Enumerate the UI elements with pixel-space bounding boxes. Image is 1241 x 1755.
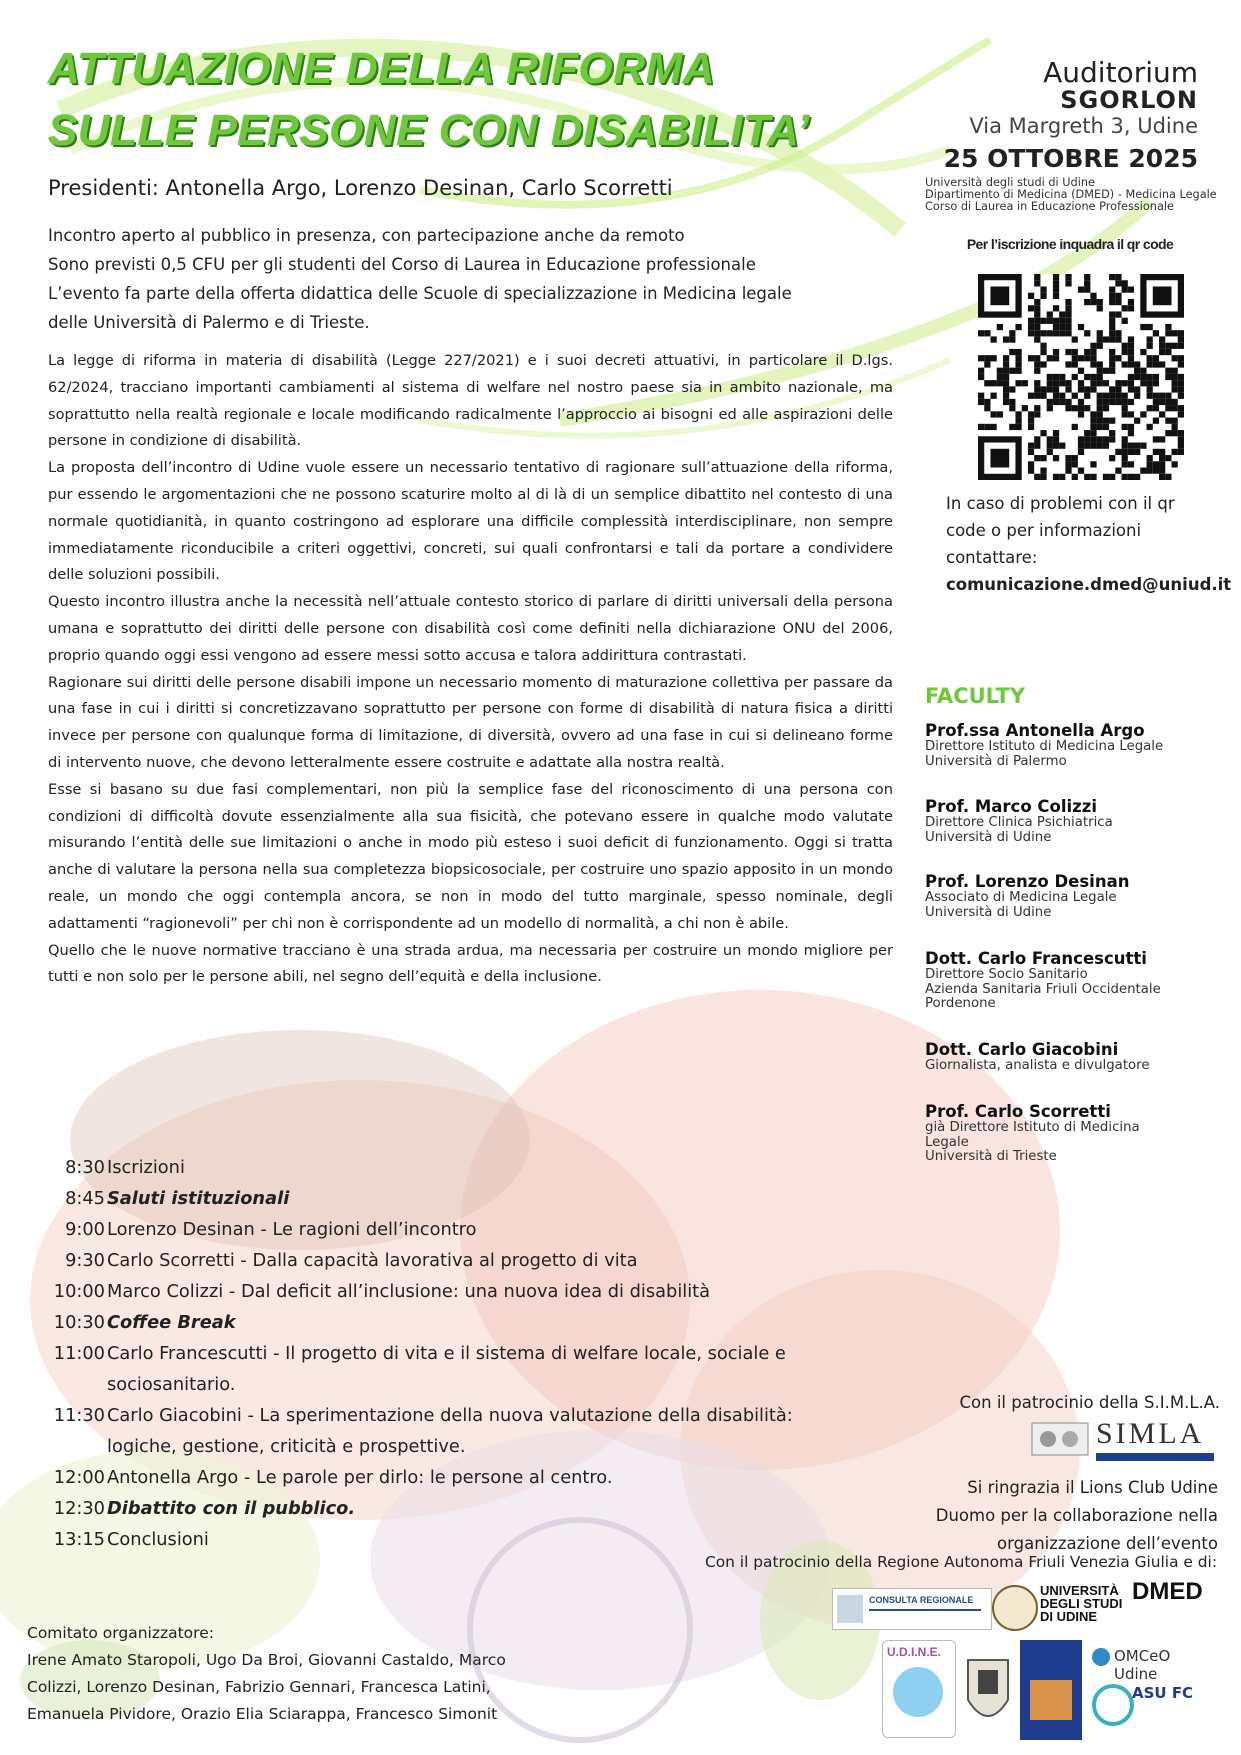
- qr-info-line: In caso di problemi con il qr: [946, 494, 1175, 513]
- uniud-logo-text: [1040, 1584, 1130, 1623]
- venue-line-2: SGORLON: [1060, 86, 1198, 114]
- faculty-role: Associato di Medicina Legale: [925, 890, 1117, 905]
- lions-club-logo: [1020, 1640, 1082, 1740]
- faculty-role: Legale: [925, 1134, 969, 1150]
- program-item: Conclusioni: [107, 1529, 209, 1550]
- faculty-name: Prof. Marco Colizzi: [925, 797, 1098, 816]
- body-paragraph: Esse si basano su due fasi complementari, non più la semplice fase del riconoscimento di una persona con condizioni di difficoltà dovute essenzialmente alla sua fisicità, che potevano essere in qualche modo valutate misurando l’entità delle sue limitazioni o anche in modo più esteso i suoi deficit di funzionamento. Oggi si tratta anche di valutare la persona nella sua completezza biopsicosociale, per costruire uno spazio apposito in un mondo reale, un mondo che oggi contempla ancora, se non in modo del tutto marginale, spesso nominale, degli adattamenti “ragionevoli” per chi non è corrispondente ad un modello di normalità, a chi non è abile.: [48, 780, 893, 932]
- program-row: [50, 1183, 870, 1214]
- qr-contact-info: [946, 490, 1232, 598]
- consulta-emblem-icon: [837, 1595, 863, 1623]
- committee-line: Irene Amato Staropoli, Ugo Da Broi, Giovanni Castaldo, Marco: [27, 1651, 506, 1669]
- committee-title: Comitato organizzatore:: [27, 1624, 214, 1642]
- program-row: [50, 1214, 870, 1245]
- program-row: [50, 1276, 870, 1307]
- faculty-role: Giornalista, analista e divulgatore: [925, 1058, 1150, 1073]
- program-time: 10:30: [53, 1312, 105, 1333]
- organizer-line: Corso di Laurea in Educazione Professionale: [925, 200, 1174, 213]
- program-time: 12:30: [53, 1498, 105, 1519]
- program-row: [50, 1462, 870, 1493]
- contact-email-link[interactable]: comunicazione.dmed@uniud.it: [946, 575, 1232, 594]
- organizing-committee: [27, 1620, 547, 1728]
- program-item: Saluti istituzionali: [107, 1188, 290, 1209]
- faculty-name: Prof. Lorenzo Desinan: [925, 872, 1130, 891]
- faculty-role: Università di Udine: [925, 904, 1052, 920]
- organizer-line: Dipartimento di Medicina (DMED) - Medicina Legale: [925, 188, 1217, 201]
- faculty-role: Università di Udine: [925, 829, 1052, 845]
- duomo-icon: [1030, 1680, 1072, 1720]
- program-item: Coffee Break: [107, 1312, 236, 1333]
- simla-logo-text: SIMLA: [1096, 1417, 1205, 1450]
- udine-chiasana-logo: [882, 1640, 956, 1738]
- program-row: [50, 1524, 870, 1555]
- dmed-logo: DMED: [1132, 1578, 1203, 1605]
- program-row: [50, 1400, 870, 1462]
- faculty-member: [925, 1103, 1225, 1165]
- faculty-role: Pordenone: [925, 996, 996, 1012]
- faculty-name: Prof. Carlo Scorretti: [925, 1102, 1111, 1121]
- lions-line: Si ringrazia il Lions Club Udine: [967, 1478, 1218, 1497]
- title-line-2: SULLE PERSONE CON DISABILITA’: [48, 106, 810, 155]
- title-line-1: ATTUAZIONE DELLA RIFORMA: [48, 44, 716, 93]
- committee-line: Emanuela Pividore, Orazio Elia Sciarappa, Francesco Simonit: [27, 1705, 498, 1723]
- program-item: Iscrizioni: [107, 1157, 185, 1178]
- organizer-info: [925, 177, 1241, 213]
- program-time: 8:30: [65, 1157, 105, 1178]
- uniud-line: DEGLI STUDI: [1040, 1596, 1123, 1611]
- lions-thanks: [900, 1474, 1218, 1558]
- faculty-role: Direttore Socio Sanitario: [925, 967, 1088, 982]
- program-row: [50, 1152, 870, 1183]
- program-item: Carlo Giacobini - La sperimentazione della nuova valutazione della disabilità: logiche, gestione, criticità e prospettive.: [107, 1405, 793, 1457]
- program-time: 11:00: [53, 1343, 105, 1364]
- program-row: [50, 1307, 870, 1338]
- program-item: Antonella Argo - Le parole per dirlo: le persone al centro.: [107, 1467, 613, 1488]
- globe-icon: [893, 1667, 943, 1717]
- asufc-icon: [1092, 1684, 1134, 1726]
- faculty-name: Dott. Carlo Francescutti: [925, 949, 1147, 968]
- consulta-rule: [869, 1609, 981, 1611]
- program-item: Carlo Scorretti - Dalla capacità lavorativa al progetto di vita: [107, 1250, 638, 1271]
- udine-logo-text: U.D.I.N.E.: [887, 1645, 942, 1659]
- faculty-role: Direttore Clinica Psichiatrica: [925, 815, 1113, 830]
- event-date: 25 OTTOBRE 2025: [943, 144, 1198, 173]
- faculty-role: Direttore Istituto di Medicina Legale: [925, 739, 1164, 754]
- uniud-line: DI UDINE: [1040, 1609, 1098, 1624]
- intro-line: Incontro aperto al pubblico in presenza, con partecipazione anche da remoto: [48, 226, 685, 245]
- faculty-member: [925, 798, 1225, 845]
- organizer-line: Università degli studi di Udine: [925, 176, 1095, 189]
- faculty-role: Azienda Sanitaria Friuli Occidentale: [925, 981, 1161, 997]
- venue-address: Via Margreth 3, Udine: [969, 114, 1198, 138]
- qr-label: Per l’iscrizione inquadra il qr code: [966, 236, 1174, 252]
- presidents: Presidenti: Antonella Argo, Lorenzo Desinan, Carlo Scorretti: [48, 176, 673, 200]
- program-time: 13:15: [53, 1529, 105, 1550]
- simla-logo-bar: [1096, 1453, 1214, 1461]
- simla-patronage: Con il patrocinio della S.I.M.L.A.: [959, 1393, 1220, 1412]
- program-item: Marco Colizzi - Dal deficit all’inclusione: una nuova idea di disabilità: [107, 1281, 711, 1302]
- faculty-name: Dott. Carlo Giacobini: [925, 1040, 1119, 1059]
- program-item: Dibattito con il pubblico.: [107, 1498, 356, 1519]
- omceo-logo: [1092, 1646, 1218, 1683]
- lions-line: Duomo per la collaborazione nella: [935, 1506, 1218, 1525]
- qr-info-line: code o per informazioni: [946, 521, 1142, 540]
- faculty-name: Prof.ssa Antonella Argo: [925, 721, 1145, 740]
- program-time: 8:45: [65, 1188, 105, 1209]
- program-time: 9:30: [65, 1250, 105, 1271]
- faculty-heading: FACULTY: [925, 684, 1026, 708]
- qr-info-line: contattare:: [946, 548, 1038, 567]
- program-item: Carlo Francescutti - Il progetto di vita e il sistema di welfare locale, sociale e sociosanitario.: [107, 1343, 786, 1395]
- asufc-logo: [1092, 1680, 1218, 1736]
- program-time: 12:00: [53, 1467, 105, 1488]
- intro-line: delle Università di Palermo e di Trieste.: [48, 313, 370, 332]
- body-paragraph: Ragionare sui diritti delle persone disabili impone un necessario momento di maturazione collettiva per passare da una fase in cui i diritti si concretizzavano soprattutto per persone con forme di disabilità di natura fisica a diritti invece per persone con qualunque forma di limitazione, di diversità, ovvero ad una fase in cui si delineano forme di intervento nuove, che devono letteralmente essere costruite e adattate alla nostra realtà.: [48, 673, 893, 771]
- body-paragraph: La legge di riforma in materia di disabilità (Legge 227/2021) e i suoi decreti attuativi, in particolare il D.lgs. 62/2024, tracciano importanti cambiamenti al sistema di welfare nel nostro paese sia in ambito nazionale, ma soprattutto nella realtà regionale e locale modificando radicalmente l’approccio ai bisogni ed alle aspirazioni delle persone in condizione di disabilità.: [48, 352, 893, 450]
- intro-text: [48, 221, 868, 337]
- body-paragraph: Quello che le nuove normative tracciano è una strada ardua, ma necessaria per costruire un mondo migliore per tutti e non solo per le persone abili, nel segno dell’equità e della inclusione.: [48, 941, 893, 986]
- program-time: 11:30: [53, 1405, 105, 1426]
- lions-line: organizzazione dell’evento: [997, 1534, 1218, 1553]
- event-title: [48, 38, 908, 162]
- faculty-member: [925, 873, 1225, 920]
- faculty-member: [925, 1041, 1225, 1074]
- program-row: [50, 1338, 870, 1400]
- body-paragraph: Questo incontro illustra anche la necessità nell’attuale contesto storico di parlare di diritti universali della persona umana e soprattutto dei diritti delle persone con disabilità così come definiti nella dichiarazione ONU del 2006, proprio quando oggi essi vengono ad essere messi sotto accusa e talora addirittura contrastati.: [48, 593, 893, 664]
- omceo-icon: [1092, 1648, 1110, 1666]
- program-item: Lorenzo Desinan - Le ragioni dell’incontro: [107, 1219, 477, 1240]
- program-row: [50, 1245, 870, 1276]
- body-text: [48, 348, 893, 991]
- simla-emblem-icon: [1030, 1419, 1090, 1459]
- city-crest-icon: [960, 1640, 1016, 1740]
- qr-code-icon[interactable]: [978, 274, 1184, 480]
- uniud-seal-icon: [992, 1585, 1038, 1631]
- program-schedule: [50, 1152, 870, 1555]
- faculty-role: già Direttore Istituto di Medicina: [925, 1120, 1140, 1135]
- faculty-member: [925, 950, 1225, 1012]
- intro-line: L’evento fa parte della offerta didattica delle Scuole di specializzazione in Medicina legale: [48, 284, 792, 303]
- body-paragraph: La proposta dell’incontro di Udine vuole essere un necessario tentativo di ragionare sull’attuazione della riforma, pur essendo le argomentazioni che ne possono scaturire molto al di là di un semplice dibattito nel contesto di una normale quotidianità, in quanto costringono ad esplorare una difficile complessità interdisciplinare, non sempre immediatamente riconducibile a criteri oggettivi, concreti, sui quali confrontarsi e tali da portare a condividere delle soluzioni possibili.: [48, 459, 893, 584]
- regione-patronage: Con il patrocinio della Regione Autonoma Friuli Venezia Giulia e di:: [704, 1553, 1217, 1571]
- program-time: 10:00: [53, 1281, 105, 1302]
- faculty-role: Università di Trieste: [925, 1149, 1057, 1165]
- committee-line: Colizzi, Lorenzo Desinan, Fabrizio Gennari, Francesca Latini,: [27, 1678, 491, 1696]
- program-row: [50, 1493, 870, 1524]
- venue-line-1: Auditorium: [1043, 56, 1198, 89]
- asufc-logo-text: ASU FC: [1132, 1684, 1194, 1702]
- intro-line: Sono previsti 0,5 CFU per gli studenti del Corso di Laurea in Educazione professionale: [48, 255, 756, 274]
- simla-logo: [1030, 1417, 1214, 1463]
- uniud-line: UNIVERSITÀ: [1040, 1583, 1119, 1598]
- consulta-logo-text: CONSULTA REGIONALE: [869, 1595, 974, 1605]
- program-time: 9:00: [65, 1219, 105, 1240]
- omceo-logo-text: OMCeO Udine: [1114, 1647, 1171, 1683]
- consulta-regionale-logo: [832, 1588, 992, 1630]
- faculty-role: Università di Palermo: [925, 753, 1067, 769]
- faculty-member: [925, 722, 1225, 769]
